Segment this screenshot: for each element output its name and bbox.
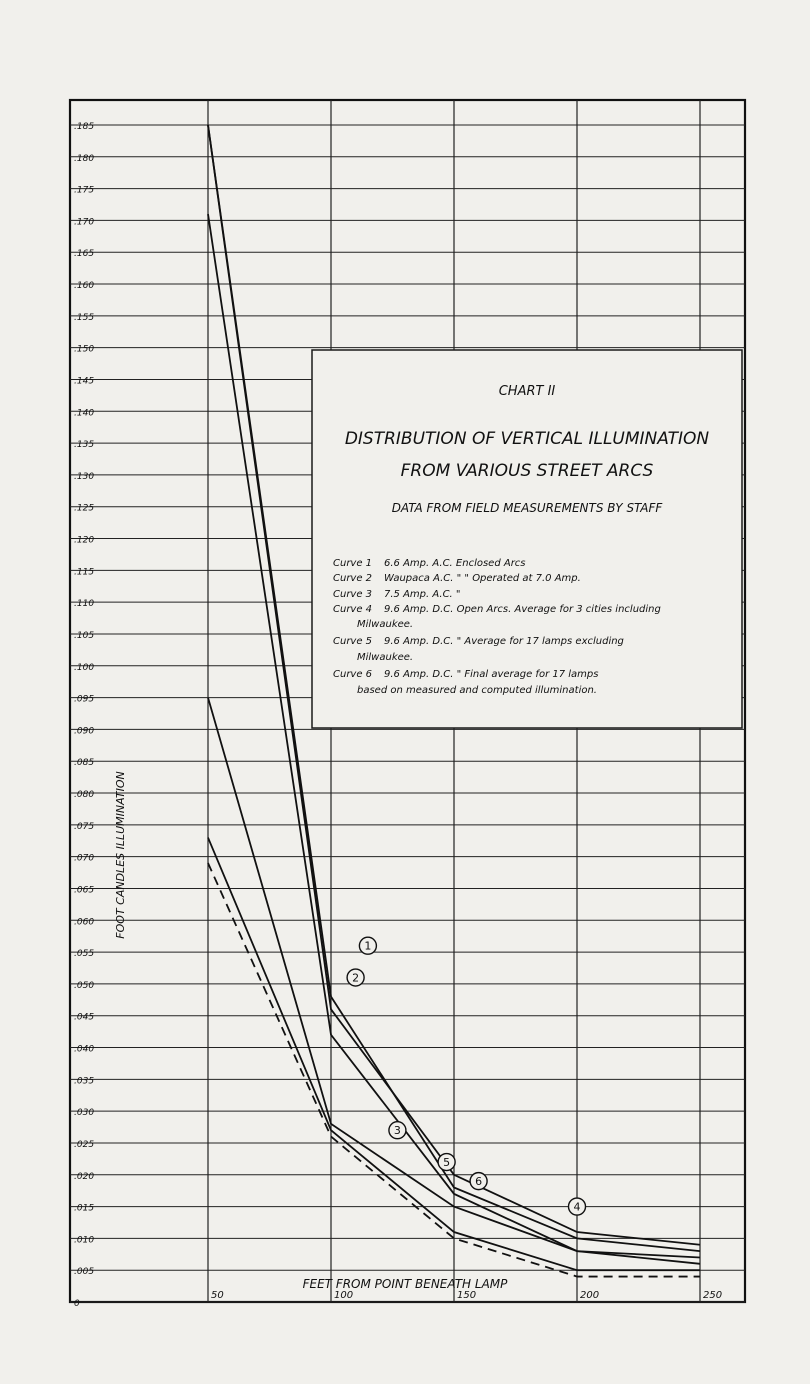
legend-entry-text: Milwaukee. — [357, 619, 413, 630]
y-tick-label: .140 — [74, 408, 94, 418]
y-tick-label: .050 — [74, 981, 94, 991]
y-tick-label: .105 — [74, 631, 94, 641]
y-tick-label: .120 — [74, 536, 94, 546]
chart-source-note: DATA FROM FIELD MEASUREMENTS BY STAFF — [392, 501, 664, 515]
y-tick-label: .100 — [74, 663, 94, 673]
legend-curve-name: Curve 6 — [333, 669, 372, 680]
y-tick-label: .010 — [74, 1235, 94, 1245]
curve-marker-label: 2 — [352, 972, 359, 985]
y-tick-label: .090 — [74, 726, 94, 736]
y-tick-label: .125 — [74, 504, 94, 514]
legend-curve-name: Curve 1 — [333, 558, 372, 569]
x-tick-label: 150 — [457, 1290, 476, 1301]
y-tick-label: .025 — [74, 1140, 94, 1150]
y-tick-label: .020 — [74, 1172, 94, 1182]
y-tick-label: .135 — [74, 440, 94, 450]
legend-entry-text: 9.6 Amp. D.C. " Final average for 17 lamps — [384, 669, 598, 680]
legend-curve-name: Curve 4 — [333, 604, 372, 615]
y-tick-label: .015 — [74, 1204, 94, 1214]
curve-marker-label: 3 — [394, 1124, 401, 1137]
chart-subtitle-2: FROM VARIOUS STREET ARCS — [401, 461, 654, 481]
y-tick-label: .170 — [74, 217, 94, 227]
chart-subtitle: DISTRIBUTION OF VERTICAL ILLUMINATION — [345, 429, 710, 449]
curve-marker-label: 1 — [364, 940, 371, 953]
y-tick-label: .085 — [74, 758, 94, 768]
y-tick-label: .175 — [74, 186, 94, 196]
legend-entry-text: Waupaca A.C. " " Operated at 7.0 Amp. — [384, 573, 581, 584]
y-tick-label: .045 — [74, 1013, 94, 1023]
y-tick-label: .165 — [74, 249, 94, 259]
y-tick-label: .065 — [74, 885, 94, 895]
x-tick-label: 200 — [580, 1290, 599, 1301]
legend-entry-text: 6.6 Amp. A.C. Enclosed Arcs — [384, 558, 526, 569]
x-tick-labels — [211, 1290, 722, 1301]
y-tick-label: .155 — [74, 313, 94, 323]
x-tick-label: 50 — [211, 1290, 224, 1301]
y-tick-label: .110 — [74, 599, 94, 609]
y-tick-label: .130 — [74, 472, 94, 482]
y-axis-label: FOOT CANDLES ILLUMINATION — [114, 771, 127, 938]
legend-curve-name: Curve 5 — [333, 636, 372, 647]
y-tick-label: .035 — [74, 1076, 94, 1086]
y-tick-label: .160 — [74, 281, 94, 291]
y-tick-label: .030 — [74, 1108, 94, 1118]
y-tick-label: .185 — [74, 122, 94, 132]
y-tick-label: .180 — [74, 154, 94, 164]
curve-marker-label: 5 — [443, 1156, 450, 1169]
y-tick-label: .055 — [74, 949, 94, 959]
y-tick-labels — [74, 122, 94, 1309]
y-tick-label: 0 — [74, 1299, 80, 1309]
legend-entry-text: 9.6 Amp. D.C. Open Arcs. Average for 3 cities including — [384, 604, 661, 615]
curve-marker-label: 4 — [574, 1201, 581, 1214]
legend-curve-name: Curve 2 — [333, 573, 372, 584]
y-tick-label: .115 — [74, 567, 94, 577]
y-tick-label: .005 — [74, 1267, 94, 1277]
y-tick-label: .150 — [74, 345, 94, 355]
legend-entry-text: 9.6 Amp. D.C. " Average for 17 lamps excluding — [384, 636, 624, 647]
curve-marker-label: 6 — [475, 1175, 482, 1188]
legend-entry-text: Milwaukee. — [357, 652, 413, 663]
legend-curve-name: Curve 3 — [333, 589, 372, 600]
legend-entry-text: based on measured and computed illumination. — [357, 685, 597, 696]
x-axis-label: FEET FROM POINT BENEATH LAMP — [303, 1277, 509, 1291]
x-tick-label: 250 — [703, 1290, 722, 1301]
y-tick-label: .075 — [74, 822, 94, 832]
y-tick-label: .070 — [74, 854, 94, 864]
y-tick-label: .060 — [74, 917, 94, 927]
x-tick-label: 100 — [334, 1290, 353, 1301]
y-tick-label: .080 — [74, 790, 94, 800]
legend-entry-text: 7.5 Amp. A.C. " — [384, 589, 461, 600]
y-tick-label: .095 — [74, 695, 94, 705]
chart-title: CHART II — [499, 384, 556, 399]
y-tick-label: .040 — [74, 1045, 94, 1055]
y-tick-label: .145 — [74, 376, 94, 386]
